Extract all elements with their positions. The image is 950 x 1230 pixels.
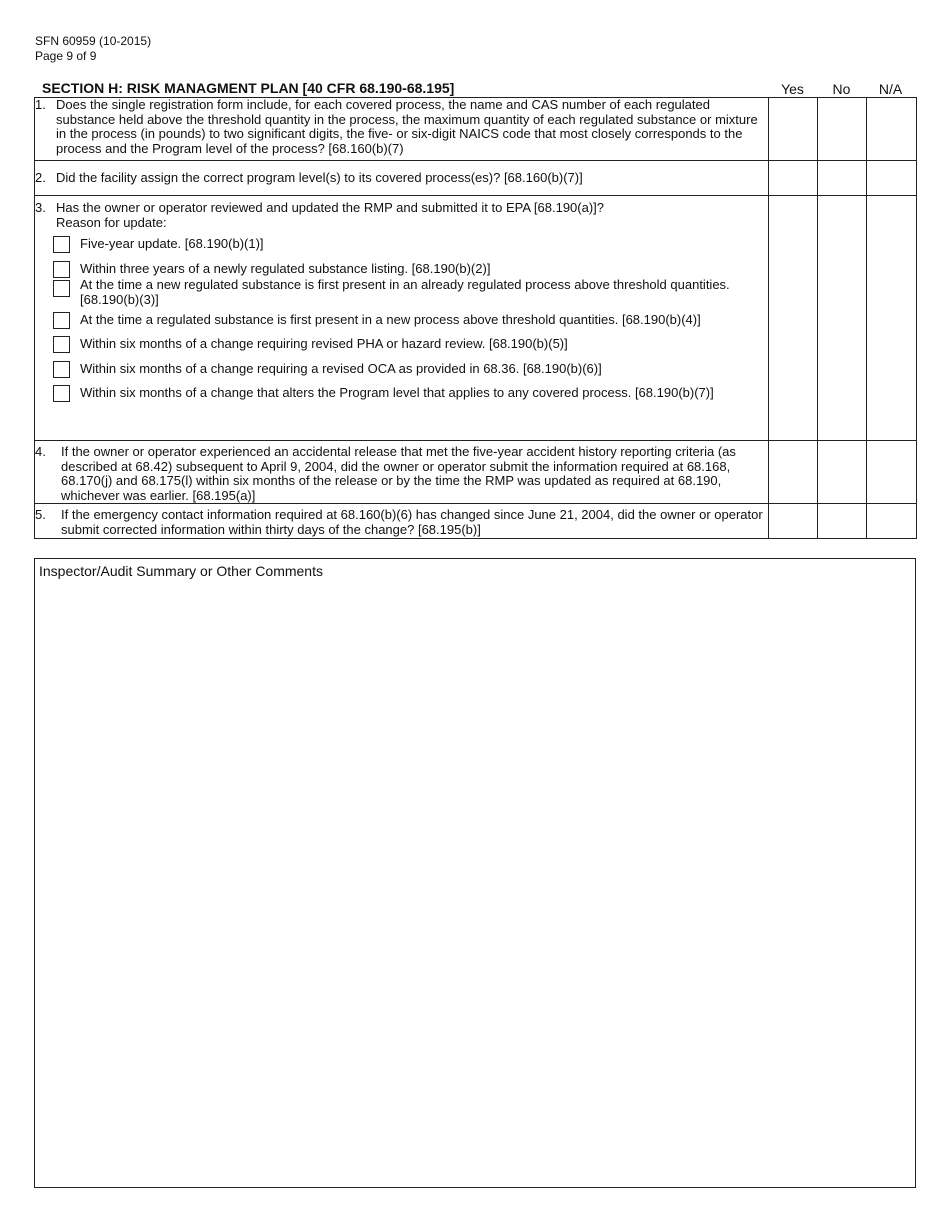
column-header-na: N/A bbox=[878, 81, 903, 97]
question-row-4 bbox=[35, 441, 917, 504]
form-id: SFN 60959 (10-2015) bbox=[35, 34, 152, 48]
answer-no-cell[interactable] bbox=[818, 161, 867, 196]
question-number: 5. bbox=[35, 507, 46, 522]
checkbox[interactable] bbox=[53, 236, 70, 253]
answer-yes-cell[interactable] bbox=[769, 504, 818, 539]
checkbox[interactable] bbox=[53, 361, 70, 378]
answer-no-cell[interactable] bbox=[818, 98, 867, 161]
answer-na-cell[interactable] bbox=[867, 441, 917, 504]
option-text: Within six months of a change requiring revised PHA or hazard review. [68.190(b)(5)] bbox=[80, 336, 568, 351]
option-text: At the time a new regulated substance is first present in an already regulated process above threshold quantities. [68.190(b)(3)] bbox=[80, 277, 730, 307]
reason-label: Reason for update: bbox=[56, 214, 167, 230]
update-option bbox=[53, 278, 768, 307]
section-title: SECTION H: RISK MANAGMENT PLAN [40 CFR 68.190-68.195] bbox=[42, 80, 455, 96]
question-row-2 bbox=[35, 161, 917, 196]
checklist-table bbox=[34, 97, 917, 539]
option-text: Five-year update. [68.190(b)(1)] bbox=[80, 236, 264, 251]
answer-yes-cell[interactable] bbox=[769, 441, 818, 504]
answer-no-cell[interactable] bbox=[818, 441, 867, 504]
update-option bbox=[53, 361, 768, 378]
answer-no-cell[interactable] bbox=[818, 504, 867, 539]
answer-yes-cell[interactable] bbox=[769, 161, 818, 196]
question-text: Has the owner or operator reviewed and updated the RMP and submitted it to EPA [68.190(a)]? bbox=[56, 200, 605, 215]
comments-label: Inspector/Audit Summary or Other Comments bbox=[39, 563, 323, 579]
answer-na-cell[interactable] bbox=[867, 161, 917, 196]
update-option bbox=[53, 312, 768, 329]
column-header-yes: Yes bbox=[781, 81, 804, 97]
question-text: Did the facility assign the correct program level(s) to its covered process(es)? [68.160(b)(7)] bbox=[56, 170, 583, 185]
question-number: 4. bbox=[35, 444, 46, 459]
question-row-1 bbox=[35, 98, 917, 161]
update-option bbox=[53, 336, 768, 353]
answer-yes-cell[interactable] bbox=[769, 196, 818, 441]
checkbox[interactable] bbox=[53, 336, 70, 353]
question-text: If the emergency contact information required at 68.160(b)(6) has changed since June 21, 2004, did the owner or operator submit corrected information within thirty days of the change? [68.195(b)] bbox=[61, 507, 763, 537]
question-number: 3. bbox=[35, 200, 46, 215]
answer-no-cell[interactable] bbox=[818, 196, 867, 441]
option-text: Within six months of a change requiring a revised OCA as provided in 68.36. [68.190(b)(6)] bbox=[80, 361, 602, 376]
option-text: At the time a regulated substance is first present in a new process above threshold quantities. [68.190(b)(4)] bbox=[80, 312, 701, 327]
option-text: Within three years of a newly regulated substance listing. [68.190(b)(2)] bbox=[80, 261, 491, 276]
checkbox[interactable] bbox=[53, 312, 70, 329]
question-row-5 bbox=[35, 504, 917, 539]
question-text: If the owner or operator experienced an accidental release that met the five-year accident history reporting criteria (as described at 68.42) subsequent to April 9, 2004, did the owner or operator submit the information required at 68.168, 68.170(j) and 68.175(l) within six months of the release or by the time the RMP was updated as required at 68.190, whichever was earlier. [68.195(a)] bbox=[61, 444, 736, 503]
answer-na-cell[interactable] bbox=[867, 504, 917, 539]
checkbox[interactable] bbox=[53, 261, 70, 278]
answer-yes-cell[interactable] bbox=[769, 98, 818, 161]
checkbox[interactable] bbox=[53, 385, 70, 402]
option-text: Within six months of a change that alters the Program level that applies to any covered process. [68.190(b)(7)] bbox=[80, 385, 714, 400]
question-text: Does the single registration form include, for each covered process, the name and CAS number of each regulated substance held above the threshold quantity in the process, the maximum quantity of each regulated substance or mixture in the process (in pounds) to two significant digits, the five- or six-digit NAICS code that most closely corresponds to the process and the Program level of the process? [68.160(b)(7) bbox=[56, 97, 758, 156]
comments-box[interactable] bbox=[34, 558, 916, 1188]
checkbox[interactable] bbox=[53, 280, 70, 297]
question-number: 1. bbox=[35, 97, 46, 112]
answer-na-cell[interactable] bbox=[867, 196, 917, 441]
answer-na-cell[interactable] bbox=[867, 98, 917, 161]
update-option bbox=[53, 236, 768, 253]
update-option bbox=[53, 261, 768, 278]
question-number: 2. bbox=[35, 170, 46, 185]
question-row-3 bbox=[35, 196, 917, 441]
page-number: Page 9 of 9 bbox=[35, 49, 97, 63]
update-option bbox=[53, 385, 768, 402]
column-header-no: No bbox=[832, 81, 851, 97]
form-header bbox=[35, 34, 151, 64]
